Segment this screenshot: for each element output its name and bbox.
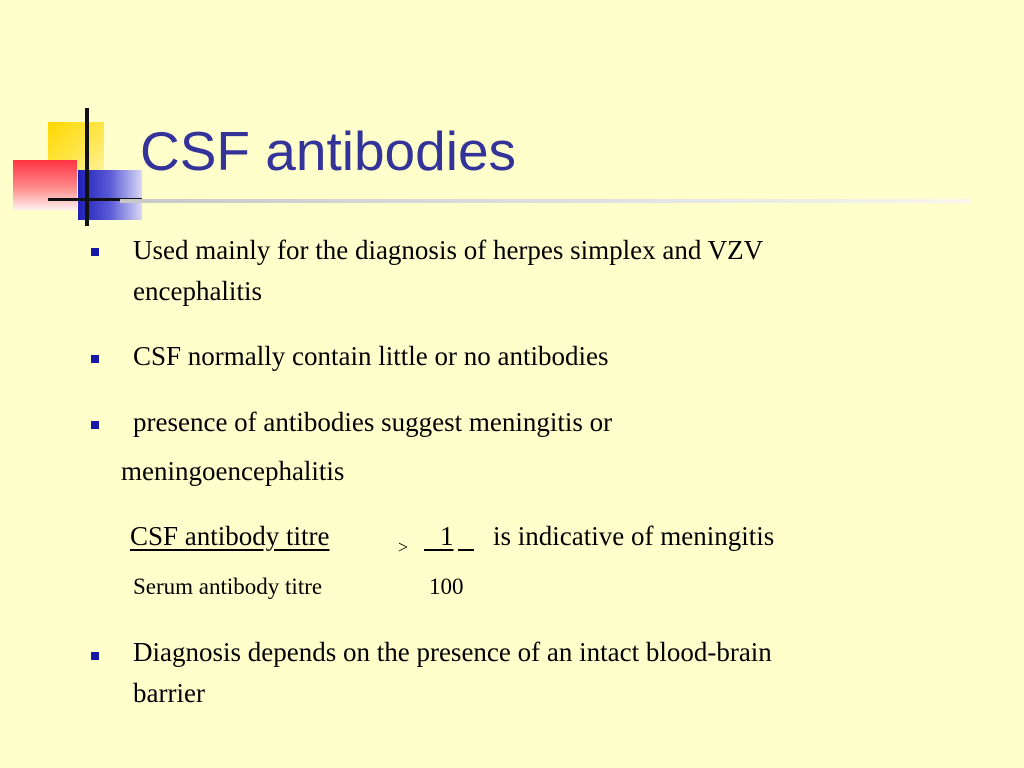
bullet-3-line-2: meningoencephalitis bbox=[121, 456, 345, 486]
decor-vertical-line bbox=[85, 108, 89, 226]
bullet-4-line-2: barrier bbox=[133, 678, 205, 708]
bullet-square-icon bbox=[91, 248, 99, 256]
bullet-square-icon bbox=[91, 652, 99, 660]
bullet-3-line-1: presence of antibodies suggest meningitis or bbox=[133, 407, 613, 437]
decor-red-square bbox=[13, 160, 77, 210]
bullet-1-line-2: encephalitis bbox=[133, 276, 262, 306]
formula-value-denominator: 100 bbox=[429, 574, 464, 599]
formula-conclusion: is indicative of meningitis bbox=[493, 521, 775, 551]
formula-bar-left bbox=[424, 549, 440, 551]
formula-denominator: Serum antibody titre bbox=[133, 574, 323, 599]
bullet-1-line-1: Used mainly for the diagnosis of herpes simplex and VZV bbox=[133, 235, 764, 265]
formula-value-numerator: 1 bbox=[440, 521, 454, 551]
formula-bar-right bbox=[458, 549, 474, 551]
formula-operator: > bbox=[398, 537, 409, 557]
bullet-2-line-1: CSF normally contain little or no antibodies bbox=[133, 341, 609, 371]
title-underline-rule bbox=[120, 199, 972, 203]
slide-title: CSF antibodies bbox=[140, 120, 517, 182]
bullet-square-icon bbox=[91, 355, 99, 363]
bullet-4-line-1: Diagnosis depends on the presence of an intact blood-brain bbox=[133, 637, 772, 667]
bullet-square-icon bbox=[91, 421, 99, 429]
formula-numerator: CSF antibody titre bbox=[130, 521, 330, 551]
